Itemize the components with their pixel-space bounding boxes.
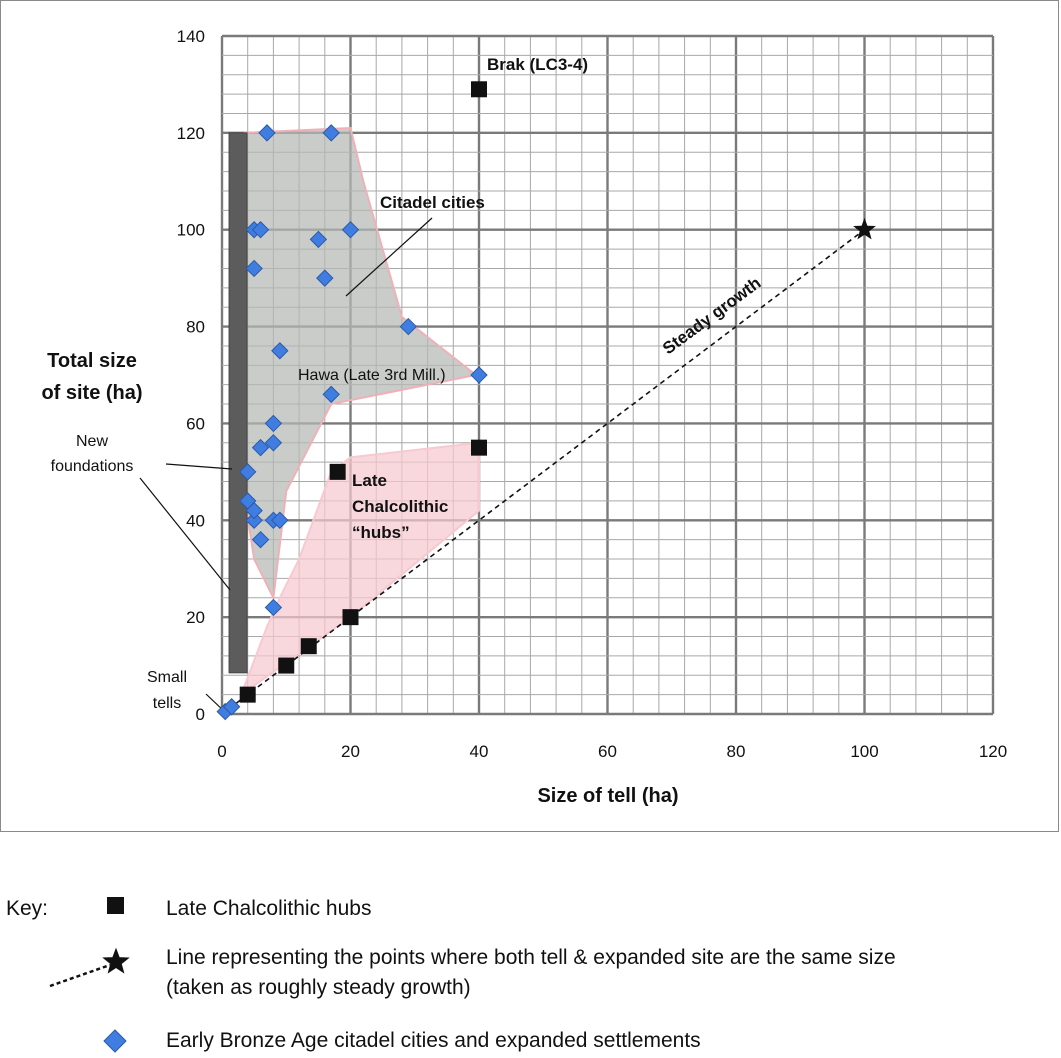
key-item-ebi: Early Bronze Age citadel cities and expanded settlements [166, 1029, 701, 1052]
new-foundations-bar [229, 133, 247, 673]
late-chalcolithic-hub-point [471, 81, 487, 97]
key-item-hubs: Late Chalcolithic hubs [166, 897, 372, 920]
late-chalcolithic-hub-point [240, 687, 256, 703]
hawa-label: Hawa (Late 3rd Mill.) [298, 367, 446, 384]
hubs-label-line-2: Chalcolithic [352, 497, 449, 516]
x-axis-title: Size of tell (ha) [537, 785, 679, 807]
y-tick-label: 100 [176, 220, 205, 240]
y-axis-title-line-1: Total size [47, 350, 137, 372]
x-tick-label: 80 [726, 742, 746, 761]
key-label: Key: [6, 897, 49, 920]
black-square-icon [107, 897, 124, 914]
key [6, 897, 896, 1052]
y-tick-label: 140 [176, 27, 205, 46]
late-chalcolithic-hub-point [301, 638, 317, 654]
x-tick-label: 0 [217, 742, 227, 761]
x-tick-label: 100 [850, 742, 879, 761]
small-tells-label-line-2: tells [152, 695, 182, 712]
new-foundations-bar-rect [229, 133, 247, 673]
y-tick-label: 0 [195, 705, 205, 724]
dashed-line-star-icon [50, 949, 128, 986]
x-tick-label: 120 [978, 742, 1008, 761]
late-chalcolithic-hub-point [343, 609, 359, 625]
late-chalcolithic-hub-point [278, 658, 294, 674]
x-tick-label: 60 [598, 742, 617, 761]
new-foundations-label-line-1: New [75, 433, 109, 450]
y-tick-label: 60 [186, 414, 205, 434]
y-tick-label: 40 [186, 511, 205, 531]
late-chalcolithic-hub-point [330, 464, 346, 480]
y-axis-title-line-2: of site (ha) [41, 382, 143, 404]
brak-label: Brak (LC3-4) [487, 55, 589, 74]
citadel-cities-label: Citadel cities [380, 193, 485, 212]
key-item-line-text-1: Line representing the points where both tell & expanded site are the same size [166, 946, 896, 969]
key-item-line-text-2: (taken as roughly steady growth) [166, 976, 471, 999]
hubs-label-line-3: “hubs” [352, 523, 410, 542]
hubs-label-line-1: Late [352, 471, 387, 490]
y-tick-label: 20 [186, 608, 205, 628]
x-tick-label: 40 [469, 742, 489, 761]
y-tick-label: 120 [176, 123, 205, 143]
early-bronze-age-point [471, 367, 487, 383]
late-chalcolithic-hub-point [471, 440, 487, 456]
x-tick-label: 20 [341, 742, 360, 761]
steady-growth-label: Steady growth [659, 273, 765, 359]
new-foundations-pointer-2 [140, 478, 230, 590]
y-tick-label: 80 [186, 317, 205, 337]
new-foundations-label-line-2: foundations [50, 458, 134, 475]
small-tells-label-line-1: Small [146, 669, 188, 686]
blue-diamond-icon [104, 1030, 126, 1052]
